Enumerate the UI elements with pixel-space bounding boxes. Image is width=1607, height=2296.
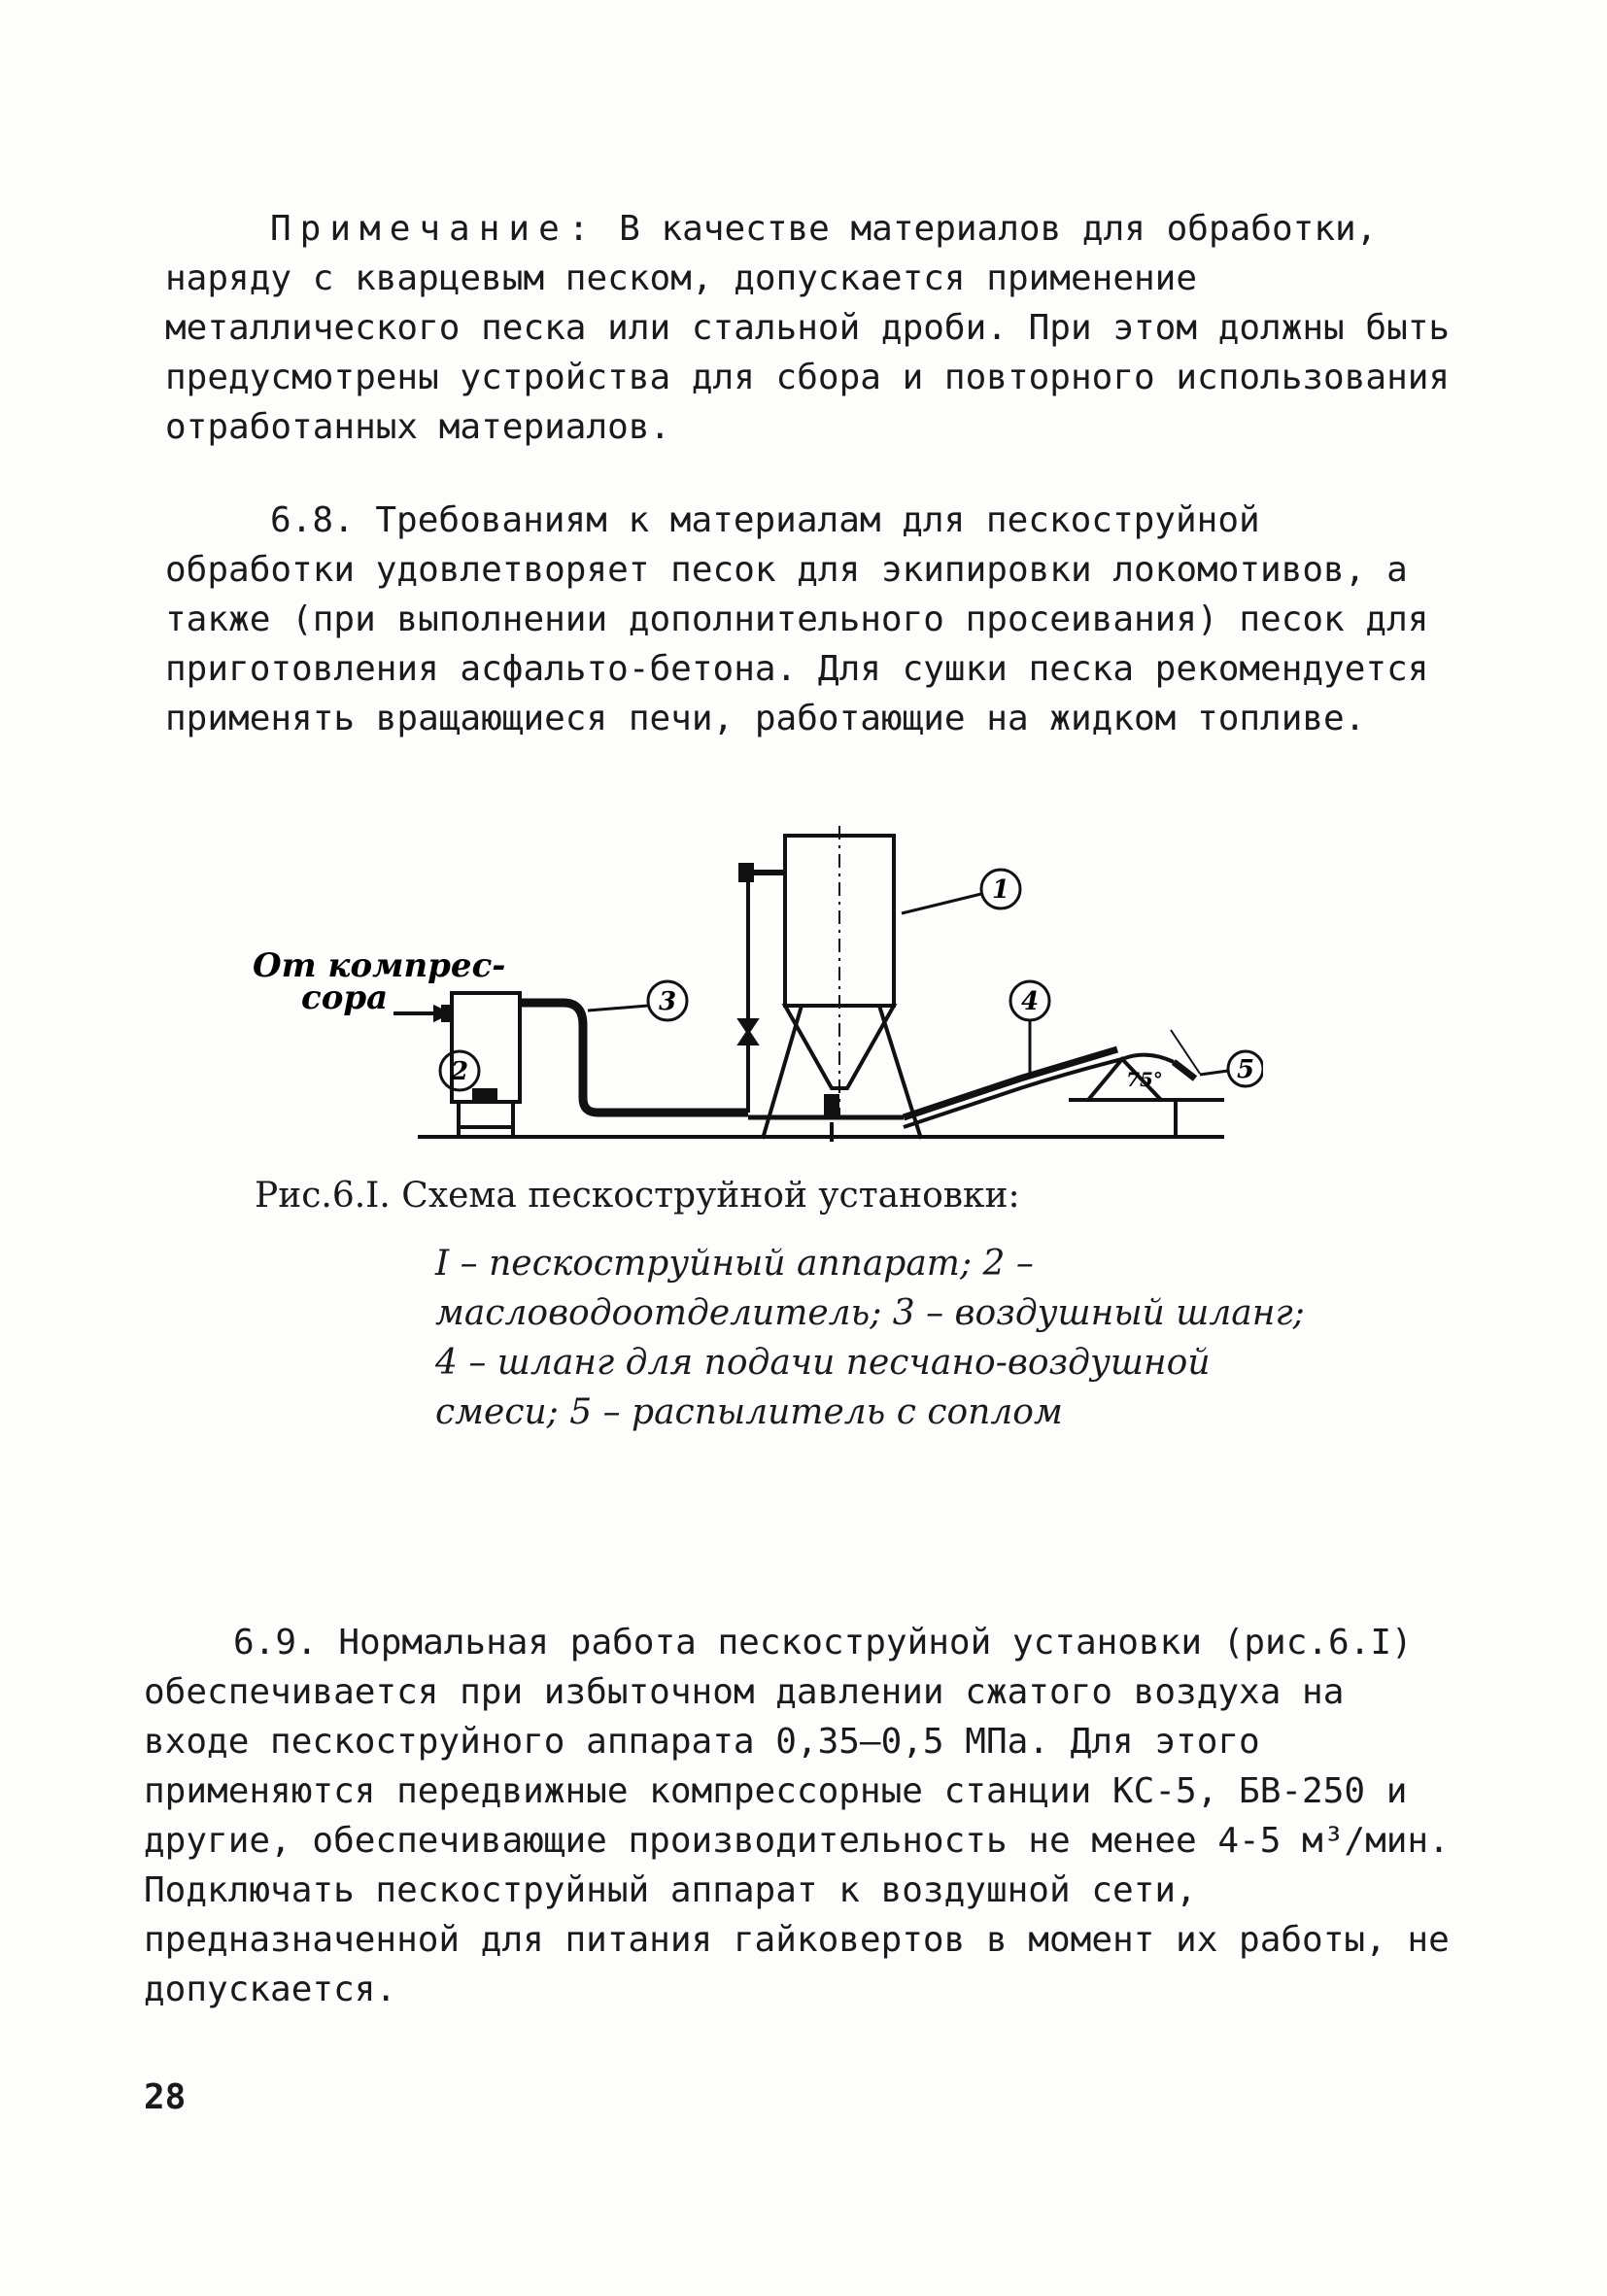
callout-1: 1 <box>991 875 1010 905</box>
page-number: 28 <box>144 2077 187 2117</box>
note-label: Примечание: <box>270 209 598 249</box>
inlet-label-line-1: От компрес- <box>253 946 506 985</box>
sandblast-diagram <box>243 787 1263 1176</box>
inlet-label-line-2: сора <box>301 978 389 1017</box>
paragraph-6-9: 6.9. Нормальная работа пескоструйной установки (рис.6.I) обеспечивается при избыточном давлении сжатого воздуха на входе пескоструйного аппарата 0,35–0,5 МПа. Для этого применяются передвижные компрессорные станции КС-5, БВ-250 и другие, обеспечивающие производительность не менее 4-5 м³/мин. Подключать пескоструйный аппарат к воздушной сети, предназначенной для питания гайковертов в момент их работы, не допускается. <box>144 1623 1450 2009</box>
paragraph-6-8: 6.8. Требованиям к материалам для пескоструйной обработки удовлетворяет песок для экипировки локомотивов, а также (при выполнении дополнительного просеивания) песок для приготовления асфальто-бетона. Для сушки песка рекомендуется применять вращающиеся печи, работающие на жидком топливе. <box>165 500 1429 738</box>
callout-3: 3 <box>658 987 677 1016</box>
note-paragraph <box>165 204 1467 452</box>
note-text: В качестве материалов для обработки, наряду с кварцевым песком, допускается применение металлического песка или стальной дроби. При этом должны быть предусмотрены устройства для сбора и повторного использования отработанных материалов. <box>165 209 1451 447</box>
callout-2: 2 <box>450 1057 469 1086</box>
figure-caption: Рис.6.I. Схема пескоструйной установки: <box>255 1176 1020 1216</box>
callout-4: 4 <box>1020 987 1040 1016</box>
callout-5: 5 <box>1236 1055 1255 1084</box>
angle-label: 75° <box>1126 1068 1163 1091</box>
figure-legend: I – пескоструйный аппарат; 2 – масловодоотделитель; 3 – воздушный шланг; 4 – шланг для подачи песчано-воздушной смеси; 5 – распылитель с соплом <box>435 1244 1305 1432</box>
